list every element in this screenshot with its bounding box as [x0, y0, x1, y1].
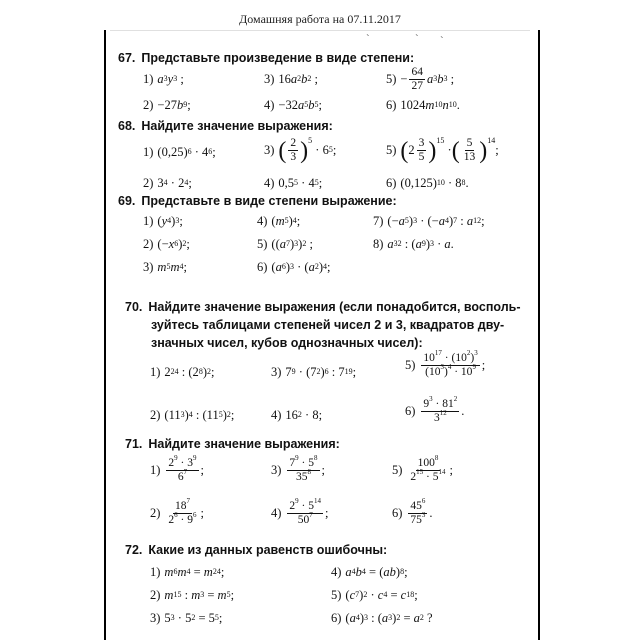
ex69-item-5: 5) (( a $^7$ ) $^3$ ) $^2$ ;	[257, 237, 313, 251]
exercise-69-title	[118, 194, 397, 208]
ex71-item-4: 4) $\frac{2^9 \cdot 5^{14}}{50^7}$ ;	[271, 497, 329, 526]
exercise-number: 72.	[125, 543, 143, 557]
ex70-item-3: 3) 7 $^9$ · (7 $^2$ ) $^6$ : 7 $^{19}$ ;	[271, 365, 357, 379]
exercise-68-title	[118, 119, 333, 133]
ex72-item-6: 6) ( a $^4$ ) $^3$ : ( a $^3$ ) $^2$ = a $^2$ ?	[331, 611, 433, 625]
exercise-67-title	[118, 51, 414, 65]
exercise-text: Какие из данных равенств ошибочны:	[148, 543, 388, 557]
ex71-item-3: 3) $\frac{7^9 \cdot 5^8}{35^8}$ ;	[271, 454, 325, 483]
ex67-item-1: 1) a $^3$ y $^3$ ;	[143, 72, 184, 86]
exercise-number: 71.	[125, 437, 143, 451]
exercise-number: 70.	[125, 300, 143, 314]
ex71-item-5: 5) $\frac{100^8}{2^{15} \cdot 5^{14}}$ ;	[392, 454, 453, 483]
ex69-item-6: 6) ( a $^6$ ) $^3$ · ( a $^2$ ) $^4$ ;	[257, 260, 331, 274]
ex71-item-2: 2) $\frac{18^7}{2^6 \cdot 9^6}$ ;	[150, 497, 204, 526]
exercise-70-text: 70. Найдите значение выражения (если понадобится, восполь- зуйтесь таблицами степеней чисел 2 и 3, квадратов дву- значных чисел, кубов однозначных чисел):	[125, 300, 521, 350]
fragment-mark: `	[366, 33, 370, 45]
ex72-item-2: 2) m $^{15}$ : m $^3$ = m $^5$ ;	[150, 588, 235, 602]
ex69-item-1: 1) ( y $^4$ ) $^3$ ;	[143, 214, 183, 228]
ex70-item-5: 5) $\frac{10^{17} \cdot (10^2)^3}{(10^3)^4 \cdot 10^9}$ ;	[405, 349, 486, 378]
exercise-number: 69.	[118, 194, 136, 208]
ex70-item-4: 4) 16 $^2$ · 8;	[271, 408, 323, 422]
ex69-item-4: 4) ( m $^5$ ) $^4$ ;	[257, 214, 301, 228]
ex72-item-5: 5) ( c $^7$ ) $^2$ · c $^4$ = c $^{18}$ ;	[331, 588, 418, 602]
ex72-item-3: 3) 5 $^3$ · 5 $^2$ = 5 $^5$ ;	[150, 611, 223, 625]
ex71-item-6: 6) $\frac{45^6}{75^3}$ .	[392, 497, 433, 526]
exercise-number: 68.	[118, 119, 136, 133]
exercise-text: Найдите значение выражения:	[148, 437, 340, 451]
exercise-text: Представьте в виде степени выражение:	[141, 194, 397, 208]
exercise-number: 67.	[118, 51, 136, 65]
ex67-item-4: 4) −32 a $^5$ b $^5$ ;	[264, 98, 322, 112]
ex69-item-7: 7) (− a $^5$ ) $^3$ · (− a $^4$ ) $^7$ : a $^{12}$ ;	[373, 214, 485, 228]
ex67-item-2: 2) −27 b $^9$ ;	[143, 98, 191, 112]
ex72-item-4: 4) a $^4$ b $^4$ = ( ab ) $^8$ ;	[331, 565, 408, 579]
page-header: Домашняя работа на 07.11.2017	[239, 12, 401, 26]
ex68-item-6: 6) (0,125) $^{10}$ · 8 $^8$ .	[386, 176, 469, 190]
ex67-item-5: 5) − $\frac{64}{27}$ a $^3$ b $^3$ ;	[386, 66, 455, 92]
ex69-item-2: 2) (− x $^6$ ) $^2$ ;	[143, 237, 190, 251]
exercise-text: Найдите значение выражения:	[141, 119, 333, 133]
ex68-item-1: 1) (0,25) $^6$ · 4 $^6$ ;	[143, 145, 216, 159]
ex70-item-2: 2) (11 $^3$ ) $^4$ : (11 $^5$ ) $^2$ ;	[150, 408, 235, 422]
ex70-item-1: 1) 2 $^{24}$ : (2 $^8$ ) $^2$ ;	[150, 365, 215, 379]
ex72-item-1: 1) m $^6$ m $^4$ = m $^{24}$ ;	[150, 565, 225, 579]
ex68-item-2: 2) 3 $^4$ · 2 $^4$ ;	[143, 176, 192, 190]
ex71-item-1: 1) $\frac{2^9 \cdot 3^9}{6^7}$ ;	[150, 454, 204, 483]
ex68-item-5: 5) ( 2 $\frac{3}{5}$ ) $^{15}$ · ( $\frac{5}{13}$ ) $^{14}$ ;	[386, 135, 499, 164]
fragment-mark: `	[415, 33, 419, 45]
exercise-text: Представьте произведение в виде степени:	[141, 51, 415, 65]
ex67-item-3: 3) 16 a $^2$ b $^2$ ;	[264, 72, 319, 86]
ex69-item-8: 8) a $^{32}$ : ( a $^9$ ) $^3$ · a .	[373, 237, 454, 251]
exercise-71-title	[125, 437, 340, 451]
ex68-item-4: 4) 0,5 $^5$ · 4 $^5$ ;	[264, 176, 323, 190]
ex69-item-3: 3) m $^5$ m $^4$ ;	[143, 260, 187, 274]
exercise-72-title	[125, 543, 387, 557]
ex67-item-6: 6) 1024 m $^{10}$ n $^{10}$ .	[386, 98, 460, 112]
top-fragment-strip	[110, 30, 530, 47]
ex70-item-6: 6) $\frac{9^3 \cdot 81^2}{3^{12}}$ .	[405, 395, 465, 424]
ex68-item-3: 3) ( $\frac{2}{3}$ ) $^5$ · 6 $^5$ ;	[264, 135, 337, 164]
fragment-mark: `	[440, 35, 444, 47]
